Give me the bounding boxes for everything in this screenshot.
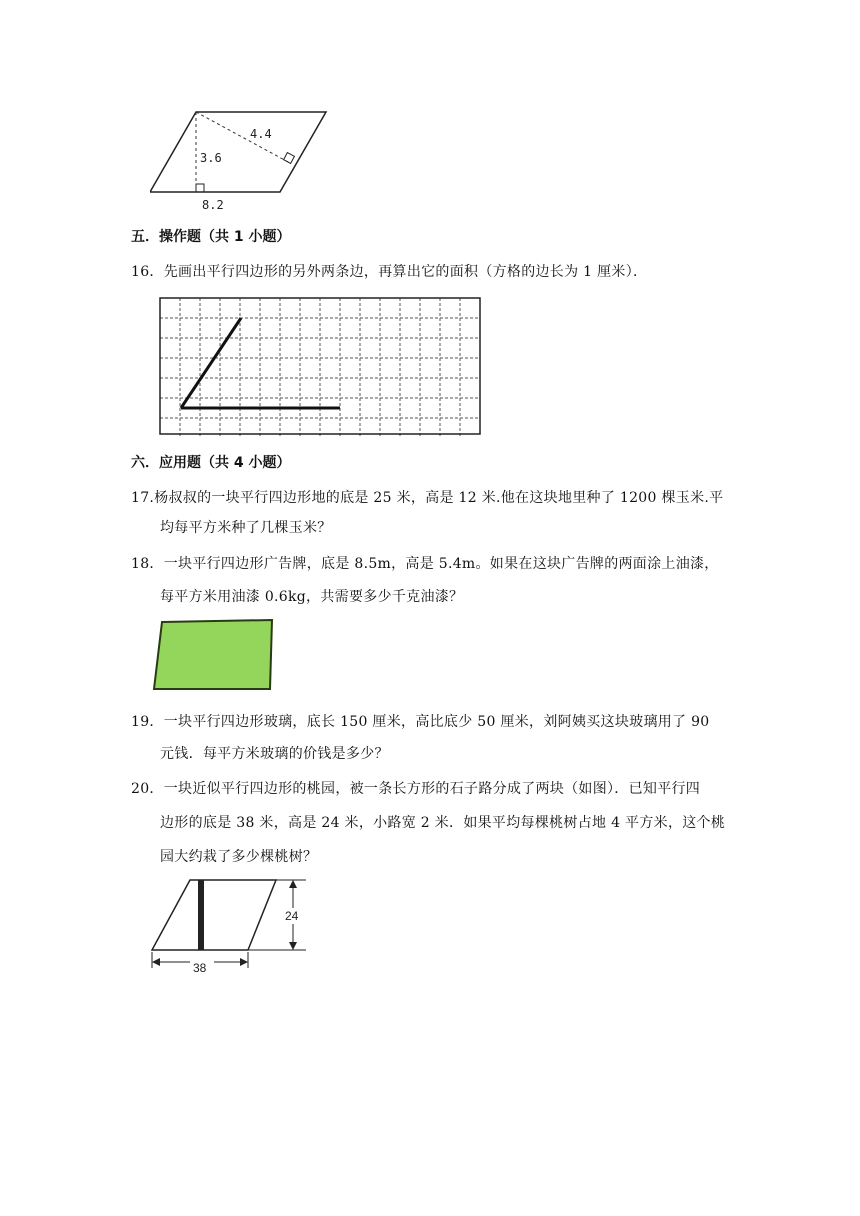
label-orchard-height: 24 (285, 909, 299, 923)
label-height: 3.6 (200, 151, 222, 165)
label-base: 8.2 (202, 198, 224, 212)
billboard-figure (152, 617, 276, 693)
orchard-figure (148, 874, 314, 978)
billboard-parallelogram (154, 620, 272, 689)
q17-line2: 均每平方米种了几棵玉米？ (160, 520, 332, 536)
label-slant-height: 4.4 (250, 127, 272, 141)
arrow-down-icon (289, 942, 297, 950)
parallelogram-outline (150, 112, 326, 192)
right-angle-mark-bottom (196, 184, 204, 192)
q20-line1: 20．一块近似平行四边形的桃园，被一条长方形的石子路分成了两块（如图）．已知平行四 (131, 781, 701, 797)
given-slant-side (181, 318, 241, 408)
q18-line1: 18．一块平行四边形广告牌，底是 8.5m，高是 5.4m。如果在这块广告牌的两面涂上油漆， (131, 556, 719, 572)
q16-text: 16．先画出平行四边形的另外两条边，再算出它的面积（方格的边长为 1 厘米）． (131, 264, 648, 280)
arrow-up-icon (289, 880, 297, 888)
label-orchard-base: 38 (193, 961, 207, 975)
arrow-right-icon (240, 958, 248, 966)
q19-line1: 19．一块平行四边形玻璃，底长 150 厘米，高比底少 50 厘米，刘阿姨买这块玻璃用了 90 (131, 714, 710, 730)
grid-figure (156, 292, 482, 440)
q20-line2: 边形的底是 38 米，高是 24 米，小路宽 2 米．如果平均每棵桃树占地 4 平方米，这个桃 (160, 815, 726, 831)
stone-path (198, 880, 204, 950)
q20-line3: 园大约栽了多少棵桃树？ (160, 849, 318, 865)
q18-line2: 每平方米用油漆 0.6kg，共需要多少千克油漆？ (160, 589, 464, 605)
section5-heading: 五．操作题（共 1 小题） (131, 229, 291, 245)
q19-line2: 元钱．每平方米玻璃的价钱是多少？ (160, 746, 389, 762)
parallelogram-figure-top (150, 108, 330, 214)
right-angle-mark-side (284, 153, 295, 164)
section6-heading: 六．应用题（共 4 小题） (131, 455, 291, 471)
orchard-parallelogram (152, 880, 276, 950)
q17-line1: 17.杨叔叔的一块平行四边形地的底是 25 米，高是 12 米.他在这块地里种了 1200 棵玉米.平 (131, 490, 724, 506)
arrow-left-icon (152, 958, 160, 966)
